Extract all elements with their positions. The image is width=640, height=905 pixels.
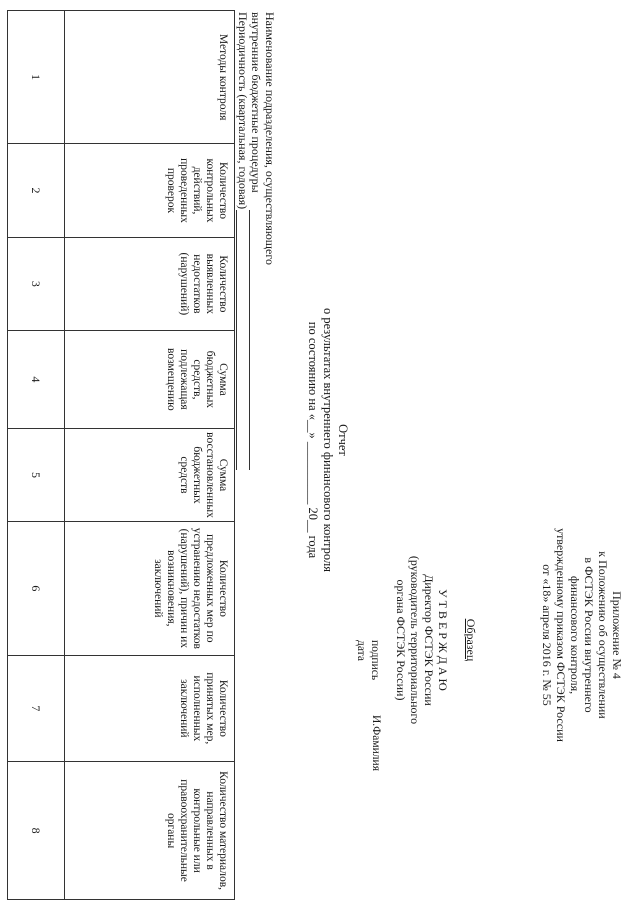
header-cell: Сумма бюджетных средств, подлежащая возмещению <box>65 331 235 429</box>
approval-line: (руководитель территориального <box>408 555 422 725</box>
appendix-line: Приложение № 4 <box>610 591 624 679</box>
column-number: 1 <box>8 11 65 144</box>
report-title-block <box>305 230 350 650</box>
report-title: Отчет <box>336 424 350 456</box>
org-line: внутренние бюджетные процедуры <box>249 12 264 193</box>
report-subtitle: о результатах внутреннего финансового контроля <box>321 307 335 572</box>
column-number: 6 <box>8 522 65 655</box>
header-cell: Количество выявленных недостатков (нарушений) <box>65 237 235 330</box>
column-number-row <box>8 11 65 900</box>
column-number: 3 <box>8 237 65 330</box>
signatory-name: И.Фамилия <box>370 715 382 771</box>
header-cell: Количество материалов, направленных в контрольные или правоохранительные органы <box>65 762 235 900</box>
date-label: дата <box>355 640 367 661</box>
report-table <box>7 10 235 900</box>
sample-label: Образец <box>464 618 478 662</box>
report-date-line: по состоянию на «__» __________ 20__ года <box>306 321 320 559</box>
appendix-line: к Положению об осуществлении <box>596 551 610 719</box>
approval-block <box>394 505 450 775</box>
appendix-line: финансового контроля, <box>568 575 582 695</box>
header-cell: Количество предложенных мер по устранению недостатков (нарушений), причин их возникновения, заключений <box>65 522 235 655</box>
approval-line: Директор ФСТЭК России <box>422 574 436 706</box>
org-underline <box>249 210 250 470</box>
appendix-block <box>540 470 624 800</box>
approval-line: У Т В Е Р Ж Д А Ю <box>436 589 450 691</box>
signature-label: подпись <box>369 640 381 681</box>
periodicity-line: Периодичность (квартальная, годовая) <box>236 12 250 210</box>
periodicity-underline <box>236 210 237 470</box>
header-cell: Количество контрольных действий, проведенных проверок <box>65 144 235 237</box>
appendix-line: в ФСТЭК России внутреннего <box>582 557 596 713</box>
approval-line: органа ФСТЭК России) <box>394 579 408 701</box>
column-number: 7 <box>8 655 65 762</box>
appendix-line: утвержденному приказом ФСТЭК России <box>554 528 568 742</box>
column-number: 2 <box>8 144 65 237</box>
header-cell: Сумма восстановленных бюджетных средств <box>65 428 235 521</box>
org-block <box>236 12 277 472</box>
header-row <box>65 11 235 900</box>
column-number: 8 <box>8 762 65 900</box>
appendix-line: от «18» апреля 2016 г. № 55 <box>540 564 554 706</box>
org-line: Наименование подразделения, осуществляющего <box>263 12 277 265</box>
report-table-grid <box>7 10 235 900</box>
column-number: 4 <box>8 331 65 429</box>
column-number: 5 <box>8 428 65 521</box>
header-cell: Методы контроля <box>65 11 235 144</box>
header-cell: Количество принятых мер, исполненных заключений <box>65 655 235 762</box>
